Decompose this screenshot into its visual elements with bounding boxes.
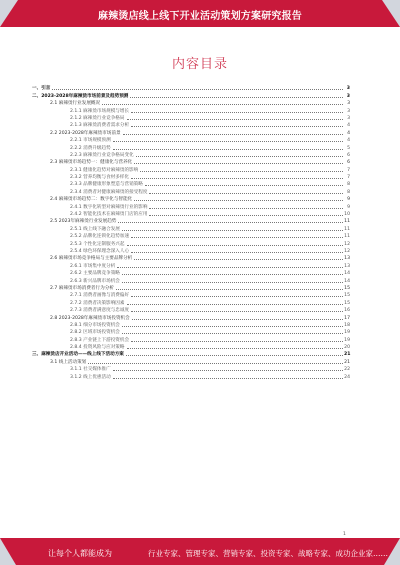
toc-entry[interactable] <box>32 328 350 335</box>
toc-leader-dots <box>118 222 343 223</box>
toc-entry-title: 2.8.1 细分市场投资机会 <box>70 322 120 328</box>
footer-banner <box>0 538 400 565</box>
toc-entry-title: 2.7.2 消费者决策影响因素 <box>70 300 125 306</box>
toc-entry-title: 2.4 麻辣烫市场趋势二：数字化与智能化 <box>50 197 133 203</box>
toc-entry-page: 11 <box>344 219 350 225</box>
toc-entry-title: 2.8 2023-2028年麻辣烫市场投资机会 <box>50 315 130 321</box>
toc-leader-dots <box>113 370 343 371</box>
toc-entry-page: 13 <box>344 263 350 269</box>
toc-leader-dots <box>116 289 343 290</box>
toc-entry[interactable] <box>32 217 350 224</box>
footer-slogan-left: 让每个人都能成为 <box>48 549 112 558</box>
toc-entry-page: 20 <box>344 345 350 351</box>
toc-entry-title: 2.2 2023-2028年麻辣烫市场前景 <box>50 130 121 136</box>
toc-entry-page: 8 <box>347 182 350 188</box>
toc-leader-dots <box>132 319 343 320</box>
toc-entry-page: 7 <box>347 167 350 173</box>
toc-entry-title: 2.7.3 消费者满意度与忠诚度 <box>70 308 130 314</box>
toc-entry-page: 3 <box>347 101 350 107</box>
toc-entry-title: 三、麻辣烫店开业活动——线上线下活动方案 <box>32 352 124 358</box>
toc-entry[interactable] <box>32 321 350 328</box>
toc-entry-page: 11 <box>344 234 350 240</box>
toc-entry[interactable] <box>32 350 350 357</box>
toc-entry-title: 2.7 麻辣烫市场消费者行为分析 <box>50 285 114 291</box>
toc-entry-title: 2.3.3 品牌健康形象塑造与营销策略 <box>70 182 143 188</box>
footer-left-corner <box>0 538 16 565</box>
toc-entry[interactable] <box>32 247 350 254</box>
toc-entry-title: 3.1 线上活动策划 <box>50 359 87 365</box>
toc-entry[interactable] <box>32 143 350 150</box>
toc-entry-page: 24 <box>344 374 350 380</box>
table-of-contents <box>32 84 350 380</box>
toc-entry[interactable] <box>32 313 350 320</box>
toc-entry[interactable] <box>32 224 350 231</box>
toc-leader-dots <box>122 282 343 283</box>
toc-entry-title: 2.1.1 麻辣烫市场规模与增长 <box>70 108 130 114</box>
toc-entry-title: 2.3 麻辣烫市场趋势一：健康化与营养化 <box>50 160 133 166</box>
toc-leader-dots <box>149 215 343 216</box>
toc-leader-dots <box>123 134 343 135</box>
toc-leader-dots <box>136 156 343 157</box>
toc-entry-page: 3 <box>346 86 350 92</box>
toc-leader-dots <box>149 193 343 194</box>
toc-leader-dots <box>127 348 344 349</box>
toc-leader-dots <box>113 141 343 142</box>
toc-entry-page: 3 <box>347 115 350 121</box>
toc-entry[interactable] <box>32 291 350 298</box>
toc-entry-title: 2.2.3 麻辣烫行业竞争格局变化 <box>70 152 134 158</box>
toc-entry-title: 2.5.4 绿色环保理念深入人心 <box>70 248 130 254</box>
toc-leader-dots <box>113 149 343 150</box>
toc-leader-dots <box>131 112 343 113</box>
toc-entry-page: 18 <box>344 322 350 328</box>
footer-slogan-right: 行业专家、管理专家、营销专家、投资专家、战略专家、成功企业家…… <box>148 549 388 558</box>
toc-entry[interactable] <box>32 180 350 187</box>
toc-entry-page: 3 <box>347 108 350 114</box>
toc-leader-dots <box>131 311 343 312</box>
toc-entry[interactable] <box>32 254 350 261</box>
toc-entry[interactable] <box>32 239 350 246</box>
toc-entry-page: 14 <box>344 271 350 277</box>
toc-entry-title: 2.5 2023年麻辣烫行业发展趋势 <box>50 219 117 225</box>
toc-entry-title: 2.6.3 新兴品牌市场机会 <box>70 278 120 284</box>
toc-leader-dots <box>131 341 343 342</box>
toc-entry-page: 12 <box>344 248 350 254</box>
toc-leader-dots <box>131 252 343 253</box>
toc-entry-page: 19 <box>344 337 350 343</box>
toc-entry-page: 22 <box>344 367 350 373</box>
toc-entry[interactable] <box>32 151 350 158</box>
toc-entry-page: 8 <box>347 189 350 195</box>
toc-leader-dots <box>149 208 343 209</box>
toc-leader-dots <box>131 237 343 238</box>
toc-entry-title: 2.3.1 健康化趋势对麻辣烫的影响 <box>70 167 139 173</box>
toc-entry-title: 2.1.3 麻辣烫消费者需求分析 <box>70 123 130 129</box>
toc-entry[interactable] <box>32 269 350 276</box>
toc-leader-dots <box>102 104 343 105</box>
toc-entry-page: 11 <box>344 226 350 232</box>
toc-leader-dots <box>130 97 343 98</box>
toc-entry-page: 4 <box>347 130 350 136</box>
toc-leader-dots <box>122 230 343 231</box>
toc-entry-page: 12 <box>344 241 350 247</box>
toc-entry[interactable] <box>32 173 350 180</box>
toc-entry-title: 2.5.2 品牌化连锁化趋势加速 <box>70 234 130 240</box>
toc-leader-dots <box>127 119 344 120</box>
toc-entry[interactable] <box>32 158 350 165</box>
toc-entry[interactable] <box>32 261 350 268</box>
toc-entry[interactable] <box>32 121 350 128</box>
toc-entry-title: 2.3.2 营养均衡与食材多样化 <box>70 175 130 181</box>
toc-entry[interactable] <box>32 284 350 291</box>
toc-entry[interactable] <box>32 165 350 172</box>
toc-entry[interactable] <box>32 136 350 143</box>
toc-entry-page: 15 <box>344 293 350 299</box>
toc-entry[interactable] <box>32 232 350 239</box>
toc-leader-dots <box>131 296 343 297</box>
toc-entry-page: 4 <box>347 138 350 144</box>
toc-entry[interactable] <box>32 106 350 113</box>
toc-leader-dots <box>113 378 343 379</box>
toc-leader-dots <box>88 363 343 364</box>
toc-entry-page: 6 <box>347 160 350 166</box>
toc-entry-page: 21 <box>344 359 350 365</box>
toc-entry-title: 3.1.1 社交媒体推广 <box>70 367 111 373</box>
toc-entry[interactable] <box>32 343 350 350</box>
toc-entry-page: 7 <box>347 175 350 181</box>
toc-leader-dots <box>117 267 343 268</box>
toc-entry-title: 一、引言 <box>32 86 51 92</box>
toc-entry-title: 2.4.1 数字化转型对麻辣烫行业的影响 <box>70 204 148 210</box>
toc-entry-title: 3.1.2 线上优惠活动 <box>70 374 111 380</box>
toc-leader-dots <box>131 126 343 127</box>
toc-entry[interactable] <box>32 210 350 217</box>
toc-entry-title: 2.6.1 市场集中度分析 <box>70 263 116 269</box>
toc-entry-title: 2.2.1 市场规模预测 <box>70 138 111 144</box>
toc-leader-dots <box>52 89 343 90</box>
toc-leader-dots <box>134 259 343 260</box>
toc-entry-title: 2.8.2 区域市场投资机会 <box>70 330 120 336</box>
toc-entry-page: 9 <box>347 204 350 210</box>
toc-entry-page: 10 <box>344 212 350 218</box>
toc-entry-title: 2.3.4 消费者对健康麻辣烫的接受程度 <box>70 189 148 195</box>
toc-leader-dots <box>134 163 343 164</box>
toc-entry[interactable] <box>32 84 350 91</box>
toc-entry-title: 2.1.2 麻辣烫行业竞争格局 <box>70 115 125 121</box>
document-title: 麻辣烫店线上线下开业活动策划方案研究报告 <box>98 11 302 22</box>
toc-entry-page: 16 <box>344 308 350 314</box>
toc-leader-dots <box>131 178 343 179</box>
toc-entry[interactable] <box>32 91 350 98</box>
toc-leader-dots <box>140 171 343 172</box>
toc-entry[interactable] <box>32 99 350 106</box>
toc-leader-dots <box>145 185 343 186</box>
toc-entry-title: 2.6 麻辣烫市场竞争格局与主要品牌分析 <box>50 256 133 262</box>
toc-entry-page: 17 <box>344 315 350 321</box>
toc-entry[interactable] <box>32 298 350 305</box>
toc-entry[interactable] <box>32 365 350 372</box>
toc-entry-page: 13 <box>344 256 350 262</box>
toc-entry-page: 14 <box>344 278 350 284</box>
toc-entry-title: 2.6.2 主要品牌竞争策略 <box>70 271 120 277</box>
toc-entry[interactable] <box>32 128 350 135</box>
toc-entry-title: 2.8.4 投资风险与应对策略 <box>70 345 125 351</box>
toc-entry[interactable] <box>32 357 350 364</box>
toc-entry[interactable] <box>32 195 350 202</box>
toc-entry-page: 21 <box>344 352 351 358</box>
page-number: 1 <box>343 532 346 537</box>
toc-entry-title: 2.5.3 个性化定制服务兴起 <box>70 241 125 247</box>
toc-entry[interactable] <box>32 187 350 194</box>
toc-entry[interactable] <box>32 276 350 283</box>
toc-entry-title: 二、2023-2028年麻辣烫市场前景及趋势预测 <box>32 93 129 99</box>
toc-entry-page: 4 <box>347 123 350 129</box>
toc-entry-title: 2.7.1 消费者画像与消费偏好 <box>70 293 130 299</box>
header-banner <box>0 0 400 27</box>
toc-entry[interactable] <box>32 114 350 121</box>
toc-entry-title: 2.5.1 线上线下融合发展 <box>70 226 120 232</box>
toc-heading: 内容目录 <box>171 57 228 72</box>
toc-entry-page: 3 <box>346 93 350 99</box>
toc-entry-title: 2.2.2 消费升级趋势 <box>70 145 111 151</box>
toc-entry-page: 19 <box>344 330 350 336</box>
toc-entry-page: 6 <box>347 152 350 158</box>
toc-entry-title: 2.8.3 产业链上下游投资机会 <box>70 337 130 343</box>
toc-entry-page: 9 <box>347 197 350 203</box>
toc-entry[interactable] <box>32 372 350 379</box>
toc-entry-title: 2.1 麻辣烫行业发展概况 <box>50 101 101 107</box>
toc-entry-page: 15 <box>344 285 350 291</box>
toc-entry-page: 15 <box>344 300 350 306</box>
toc-leader-dots <box>122 333 343 334</box>
toc-entry[interactable] <box>32 335 350 342</box>
toc-entry[interactable] <box>32 202 350 209</box>
toc-entry[interactable] <box>32 306 350 313</box>
toc-leader-dots <box>122 326 343 327</box>
toc-leader-dots <box>122 274 343 275</box>
toc-leader-dots <box>127 245 344 246</box>
toc-entry-title: 2.4.2 智能化技术在麻辣烫门店的应用 <box>70 212 148 218</box>
toc-leader-dots <box>127 304 344 305</box>
toc-entry-page: 5 <box>347 145 350 151</box>
toc-leader-dots <box>126 355 343 356</box>
toc-leader-dots <box>134 200 343 201</box>
